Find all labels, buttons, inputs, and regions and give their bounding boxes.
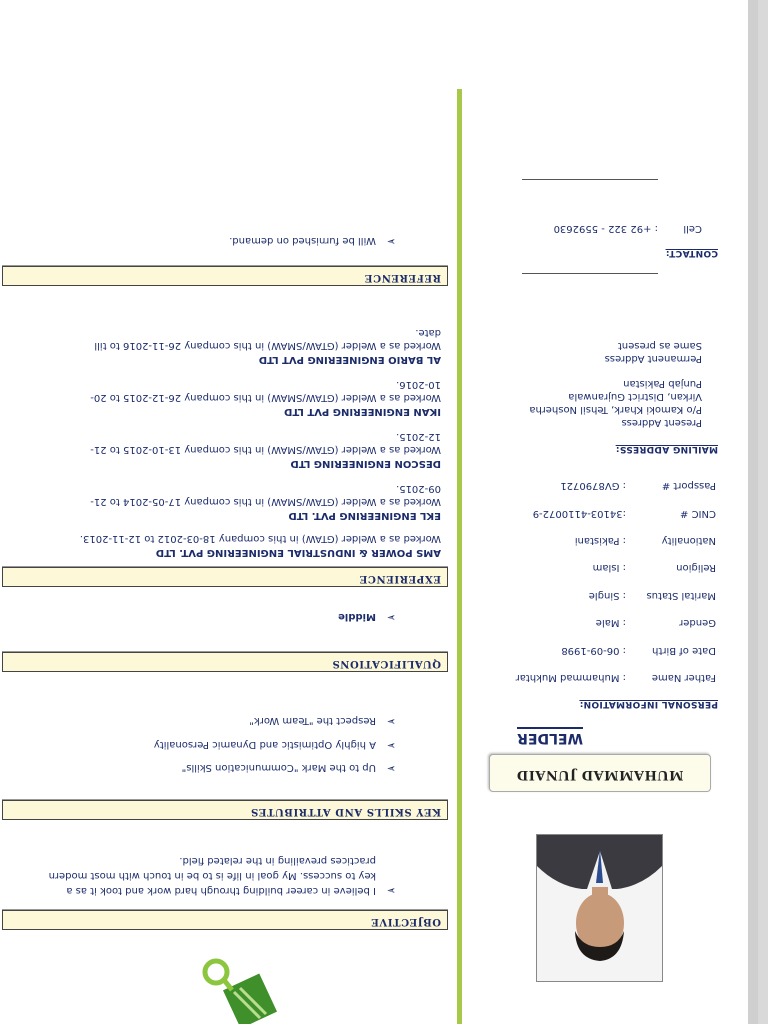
job-1-line-1: Worked as a Welder (GTAW) in this company 18-03-2012 to 12-11-2013. bbox=[79, 533, 441, 544]
present-address-line-3: Punjab Pakistan bbox=[623, 378, 702, 389]
separator-line bbox=[522, 179, 658, 180]
value-gender: : Male bbox=[595, 617, 626, 628]
job-3-line-1: Worked as a Welder (GTAW/SMAW) in this company 13-10-2015 to 21- bbox=[90, 444, 441, 455]
objective-bar bbox=[2, 910, 448, 930]
skills-bar bbox=[2, 800, 448, 820]
job-5-line-2: date. bbox=[415, 327, 441, 338]
value-cnic: :34103-4110072-9 bbox=[532, 508, 626, 519]
cell-label: Cell bbox=[683, 223, 702, 234]
skill-item-3: Respect the "Team Work" bbox=[249, 715, 376, 726]
permanent-address-value: Same as present bbox=[617, 340, 702, 351]
present-address-label: Present Address bbox=[621, 417, 702, 428]
objective-line-2: key to success. My goal in life is to be in touch with most modern bbox=[48, 870, 376, 881]
name-box bbox=[489, 754, 711, 792]
company-name-1: AMS POWER & INDUSTRIAL ENGINEERING PVT. LTD bbox=[155, 547, 441, 558]
bullet-icon: ➢ bbox=[386, 715, 396, 728]
job-3-line-2: 12-2015. bbox=[396, 431, 441, 442]
reference-bar bbox=[2, 266, 448, 286]
qualifications-bar bbox=[2, 652, 448, 672]
label-cnic: CNIC # bbox=[680, 508, 716, 519]
value-passport: : GV8790721 bbox=[560, 480, 626, 491]
label-father-name: Father Name bbox=[651, 672, 716, 683]
separator-line bbox=[522, 273, 658, 274]
bullet-icon: ➢ bbox=[386, 235, 396, 248]
value-father-name: : Muhammad Mukhtar bbox=[515, 672, 626, 683]
logo-icon bbox=[194, 944, 284, 1024]
bullet-icon: ➢ bbox=[386, 611, 396, 624]
value-marital-status: : Single bbox=[588, 590, 626, 601]
job-2-line-2: 09-2015. bbox=[396, 483, 441, 494]
company-name-2: EKL ENGINEERING PVT. LTD bbox=[288, 510, 441, 521]
skill-item-1: Up to the Mark "Communication Skills" bbox=[181, 762, 376, 773]
company-name-3: DESCON ENGINEERING LTD bbox=[290, 458, 441, 469]
job-4-line-2: 10-2016. bbox=[396, 379, 441, 390]
skill-item-2: A highly Optimistic and Dynamic Personality bbox=[153, 739, 376, 750]
label-religion: Religion bbox=[676, 562, 716, 573]
label-passport: Passport # bbox=[661, 480, 716, 491]
bullet-icon: ➢ bbox=[386, 739, 396, 752]
label-date-of-birth: Date of Birth bbox=[652, 645, 716, 656]
reference-heading: REFERENCE bbox=[364, 272, 441, 283]
qualification-item-1: Middle bbox=[338, 611, 376, 622]
candidate-name: MUHAMMAD JUNAID bbox=[516, 767, 684, 782]
label-nationality: Nationality bbox=[661, 535, 716, 546]
objective-line-3: practices prevailing in the related field. bbox=[179, 855, 376, 866]
job-5-line-1: Worked as a Welder (GTAW/SMAW) in this company 26-11-2016 to till bbox=[94, 340, 441, 351]
present-address-line-2: Virkan, District Gujranwala bbox=[568, 391, 702, 402]
value-date-of-birth: : 06-09-1998 bbox=[561, 645, 626, 656]
qualifications-heading: QUALIFICATIONS bbox=[331, 658, 441, 669]
profile-photo bbox=[536, 834, 663, 982]
skills-heading: KEY SKILLS AND ATTRIBUTES bbox=[250, 806, 441, 817]
mailing-address-heading: MAILING ADDRESS: bbox=[615, 444, 718, 454]
experience-heading: EXPERIENCE bbox=[359, 573, 441, 584]
value-religion: : Islam bbox=[592, 562, 626, 573]
present-address-line-1: P/o Kamoki Khark, Tehsil Nosherha bbox=[529, 404, 702, 415]
person-photo-icon bbox=[537, 835, 662, 981]
bullet-icon: ➢ bbox=[386, 762, 396, 775]
experience-bar bbox=[2, 567, 448, 587]
page-edge bbox=[748, 0, 758, 1024]
bullet-icon: ➢ bbox=[386, 884, 396, 897]
label-marital-status: Marital Status bbox=[646, 590, 716, 601]
job-4-line-1: Worked as a Welder (GTAW/SMAW) in this company 26-12-2015 to 20- bbox=[90, 392, 441, 403]
permanent-address-label: Permanent Address bbox=[604, 353, 702, 364]
contact-heading: CONTACT: bbox=[665, 248, 718, 258]
job-title: WELDER bbox=[517, 727, 583, 746]
job-2-line-1: Worked as a Welder (GTAW/SMAW) in this company 17-05-2014 to 21- bbox=[90, 496, 441, 507]
company-name-4: IKAN ENGINEERING PVT LTD bbox=[284, 406, 441, 417]
label-gender: Gender bbox=[679, 617, 716, 628]
objective-line-1: I believe in career building through hard work and took it as a bbox=[66, 885, 376, 896]
divider-line bbox=[457, 89, 462, 1024]
cell-value: : +92 322 - 5592630 bbox=[553, 223, 658, 234]
objective-heading: OBJECTIVE bbox=[370, 916, 441, 927]
value-nationality: : Pakistani bbox=[574, 535, 626, 546]
reference-item-1: Will be furnished on demand. bbox=[229, 235, 376, 246]
personal-info-heading: PERSONAL INFORMATION: bbox=[579, 699, 718, 709]
company-name-5: AL BARIO ENGINEERING PVT LTD bbox=[258, 354, 441, 365]
